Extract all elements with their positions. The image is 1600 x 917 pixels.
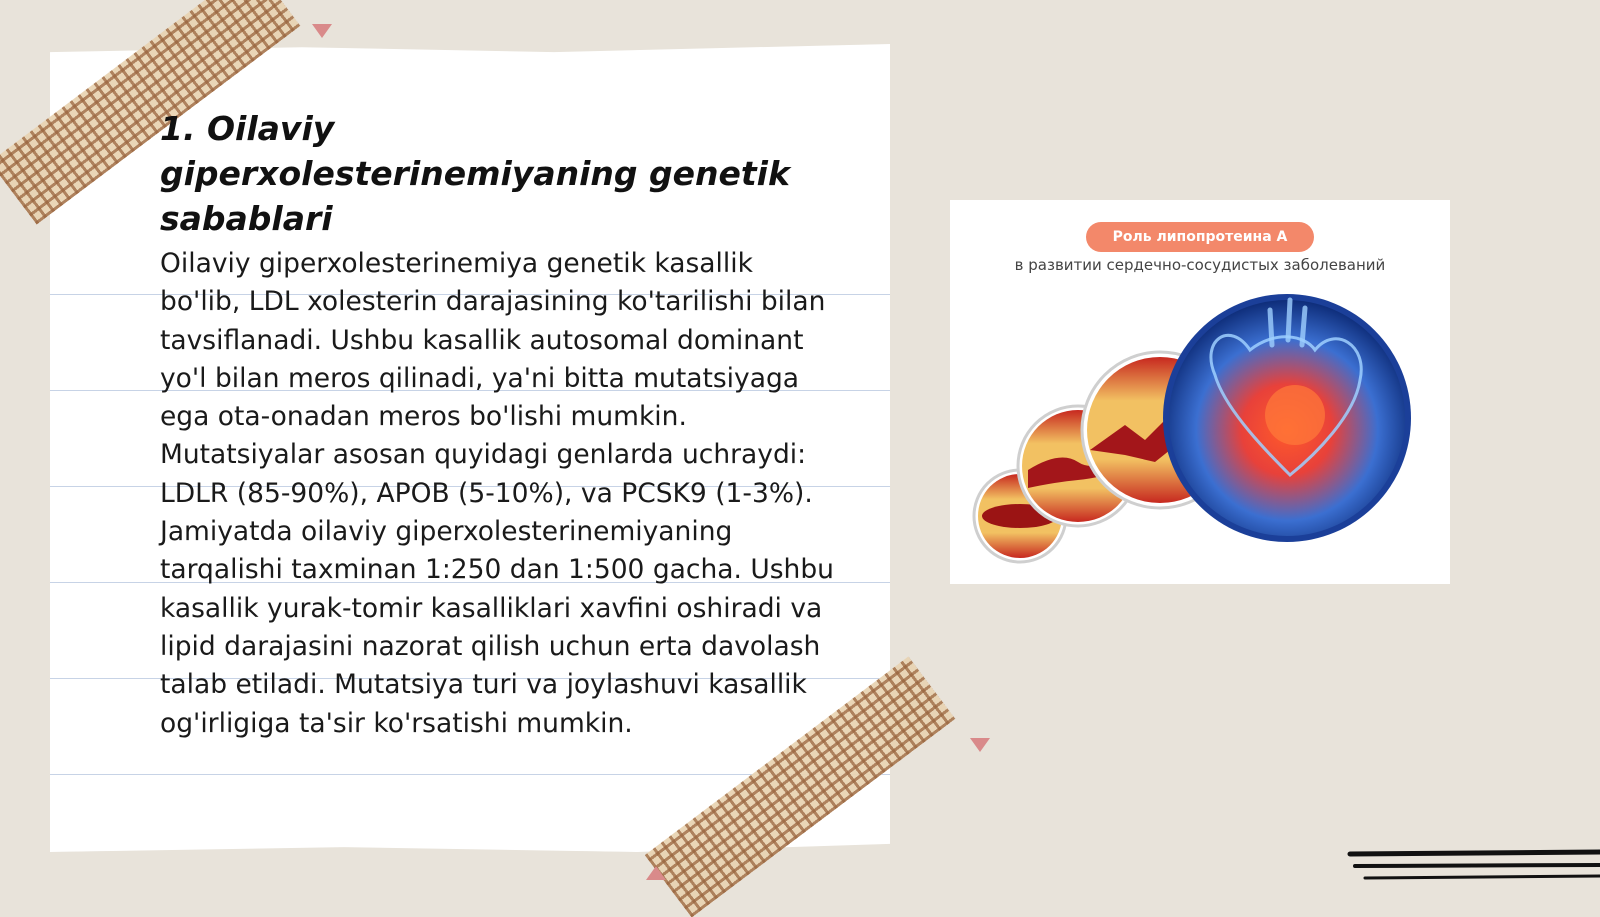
pin-icon (312, 24, 332, 38)
figure-subtitle: в развитии сердечно-сосудистых заболеваний (1014, 256, 1386, 274)
pin-icon (646, 866, 666, 880)
decorative-scribble (1345, 846, 1600, 896)
figure-pill-label: Роль липопротеина А (1086, 222, 1314, 252)
lipoprotein-figure (950, 200, 1450, 584)
heart-artery-illustration-icon (950, 200, 1450, 584)
pin-icon (970, 738, 990, 752)
slide-body-text: Oilaviy giperxolesterinemiya genetik kasallik bo'lib, LDL xolesterin darajasining ko'tarilishi bilan tavsiflanadi. Ushbu kasallik autosomal dominant yo'l bilan meros qilinadi, ya'ni bitta mutatsiyaga ega ota-onadan meros bo'lishi mumkin. Mutatsiyalar asosan quyidagi genlarda uchraydi: LDLR (85-90%), APOB (5-10%), va PCSK9 (1-3%). Jamiyatda oilaviy giperxolesterinemiyaning tarqalishi taxminan 1:250 dan 1:500 gacha. Ushbu kasallik yurak-tomir kasalliklari xavfini oshiradi va lipid darajasini nazorat qilish uchun erta davolash talab etiladi. Mutatsiya turi va joylashuvi kasallik og'irligiga ta'sir ko'rsatishi mumkin. (160, 248, 834, 739)
slide-title: 1. Oilaviy giperxolesterinemiyaning genetik sabablari (160, 109, 790, 238)
